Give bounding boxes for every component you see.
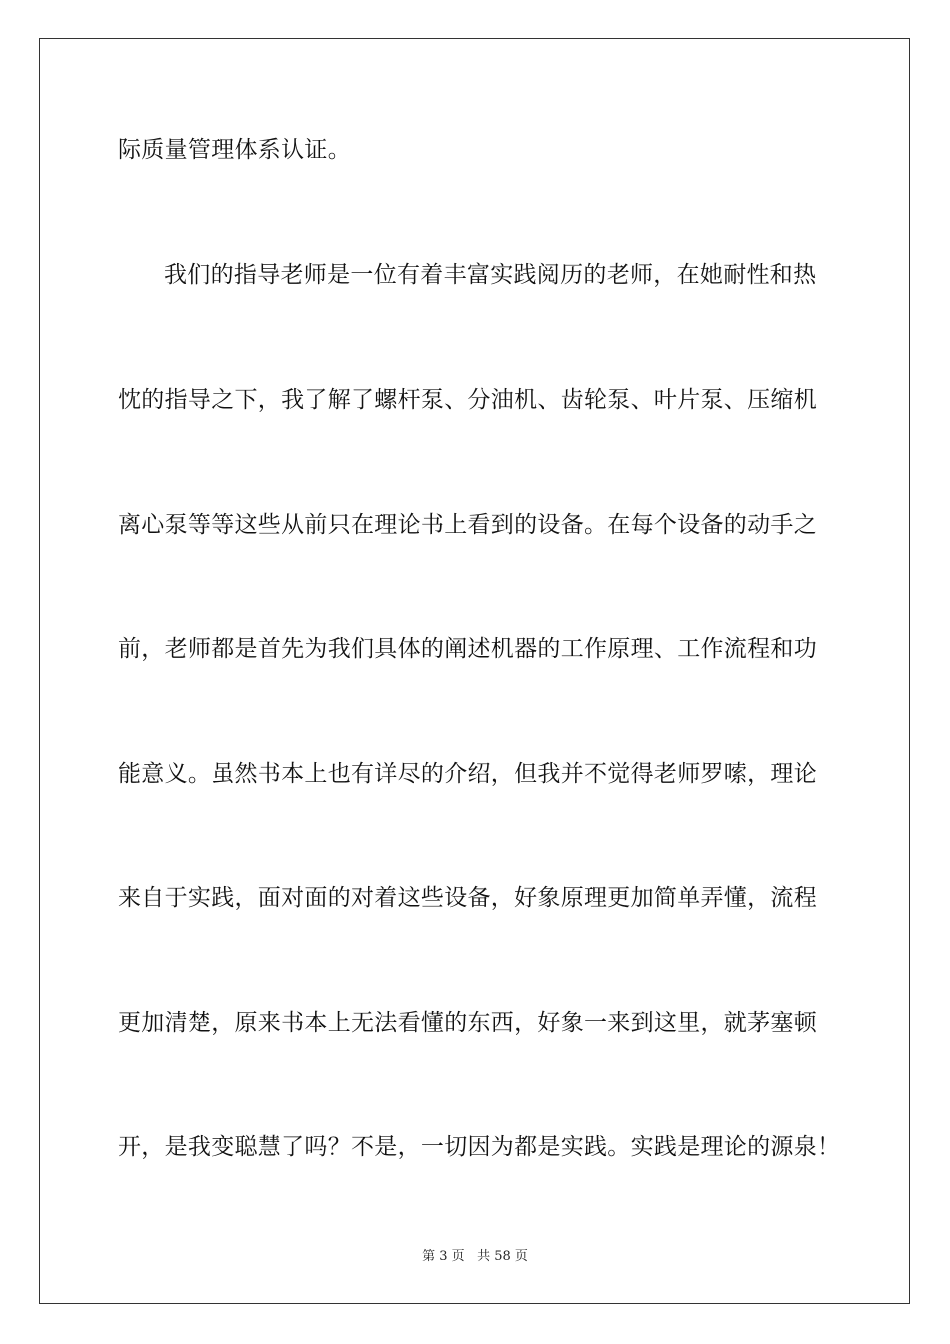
text-line: 前，老师都是首先为我们具体的阐述机器的工作原理、工作流程和功: [118, 636, 817, 662]
page-footer: [0, 1248, 950, 1266]
page-border: [39, 38, 910, 1304]
text-line: 开，是我变聪慧了吗？不是，一切因为都是实践。实践是理论的源泉！: [118, 1134, 841, 1160]
paragraph-first-line: 我们的指导老师是一位有着丰富实践阅历的老师，在她耐性和热: [164, 262, 817, 288]
text-line: 能意义。虽然书本上也有详尽的介绍，但我并不觉得老师罗嗦，理论: [118, 761, 817, 787]
page-total: 共 58 页: [477, 1249, 528, 1264]
text-line: 忱的指导之下，我了解了螺杆泵、分油机、齿轮泵、叶片泵、压缩机: [118, 387, 817, 413]
page-number: 第 3 页: [422, 1249, 465, 1264]
text-line: 更加清楚，原来书本上无法看懂的东西，好象一来到这里，就茅塞顿: [118, 1010, 817, 1036]
text-line: 离心泵等等这些从前只在理论书上看到的设备。在每个设备的动手之: [118, 512, 817, 538]
text-line: 来自于实践，面对面的对着这些设备，好象原理更加简单弄懂，流程: [118, 885, 817, 911]
text-line-continuation: 际质量管理体系认证。: [118, 137, 351, 163]
